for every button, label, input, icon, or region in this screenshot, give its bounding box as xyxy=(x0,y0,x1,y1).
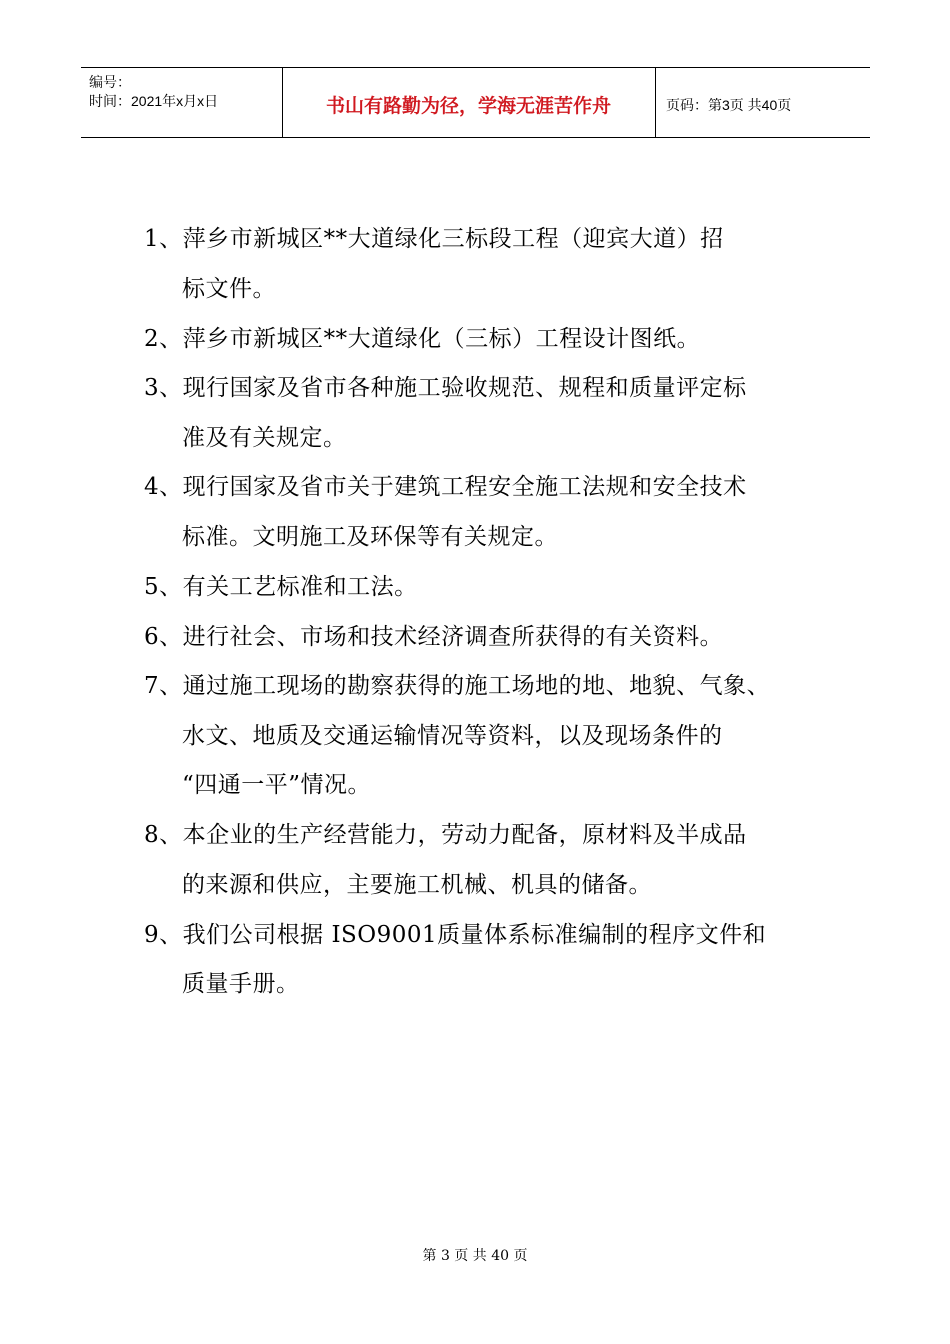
list-item-4-line-2: 标准。文明施工及环保等有关规定。 xyxy=(182,524,558,550)
page-footer: 第 3 页 共 40 页 xyxy=(422,1248,528,1264)
header-page-cell xyxy=(656,68,870,137)
page-header xyxy=(81,67,870,138)
list-item-7-line-2: 水文、地质及交通运输情况等资料，以及现场条件的 xyxy=(182,723,723,749)
list-item-3-line-1: 3、现行国家及省市各种施工验收规范、规程和质量评定标 xyxy=(144,375,747,401)
list-item-4-line-1: 4、现行国家及省市关于建筑工程安全施工法规和安全技术 xyxy=(144,474,747,500)
document-date: 时间：2021年x月x日 xyxy=(89,93,219,109)
list-item-7-line-1: 7、通过施工现场的勘察获得的施工场地的地、地貌、气象、 xyxy=(144,673,771,699)
list-item-7-line-3: “四通一平”情况。 xyxy=(182,772,372,798)
list-item-2-line-1: 2、萍乡市新城区**大道绿化（三标）工程设计图纸。 xyxy=(144,326,701,352)
header-motto-cell xyxy=(282,68,656,137)
list-item-6-line-1: 6、进行社会、市场和技术经济调查所获得的有关资料。 xyxy=(144,624,724,650)
list-item-9-line-1: 9、我们公司根据 ISO9001质量体系标准编制的程序文件和 xyxy=(144,922,767,948)
list-item-5-line-1: 5、有关工艺标准和工法。 xyxy=(144,574,418,600)
document-number-label: 编号： xyxy=(89,74,131,90)
list-item-8-line-1: 8、本企业的生产经营能力，劳动力配备，原材料及半成品 xyxy=(144,822,747,848)
header-motto: 书山有路勤为径，学海无涯苦作舟 xyxy=(325,95,611,117)
list-item-3-line-2: 准及有关规定。 xyxy=(182,425,347,451)
list-item-8-line-2: 的来源和供应，主要施工机械、机具的储备。 xyxy=(182,872,652,898)
list-item-9-line-2: 质量手册。 xyxy=(182,971,300,997)
header-meta xyxy=(81,68,283,137)
list-item-1-line-2: 标文件。 xyxy=(182,276,276,302)
list-item-1-line-1: 1、萍乡市新城区**大道绿化三标段工程（迎宾大道）招 xyxy=(144,226,724,252)
header-page-info: 页码：第3页 共40页 xyxy=(666,96,792,113)
